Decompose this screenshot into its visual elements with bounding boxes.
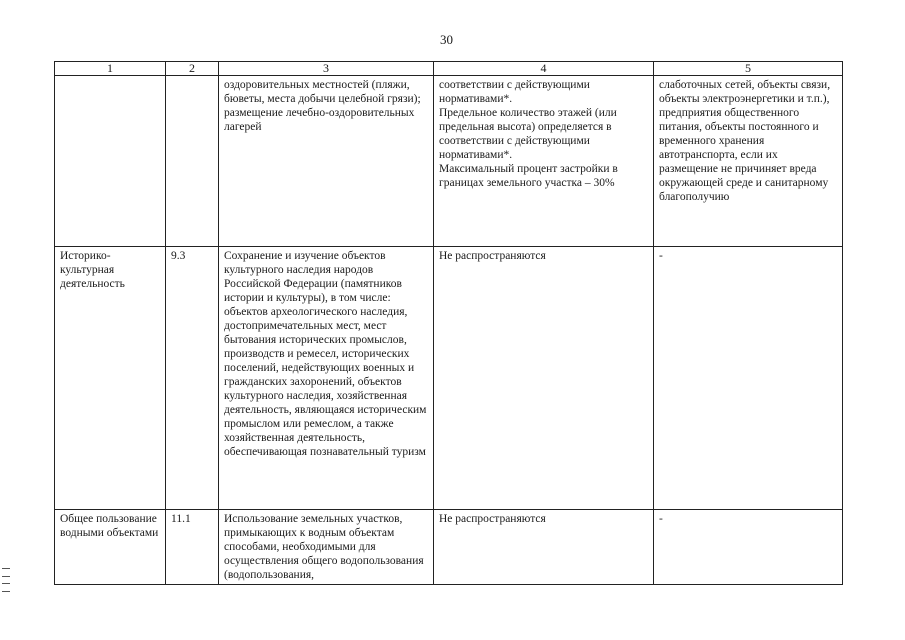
auxiliary-uses-cell: - bbox=[654, 510, 843, 585]
description-cell: оздоровительных местностей (пляжи, бюветы, места добычи целебной грязи); размещение лечебно-оздоровительных лагерей bbox=[219, 76, 434, 247]
auxiliary-uses-cell: - bbox=[654, 247, 843, 510]
table-row bbox=[55, 247, 843, 510]
column-header: 1 bbox=[55, 62, 166, 76]
column-header: 5 bbox=[654, 62, 843, 76]
code-cell bbox=[166, 76, 219, 247]
parameters-cell: Не распространяются bbox=[434, 247, 654, 510]
auxiliary-uses-cell: слаботочных сетей, объекты связи, объекты электроэнергетики и т.п.), предприятия общественного питания, объекты постоянного и временного хранения автотранспорта, если их размещение не причиняет вреда окружающей среде и санитарному благополучию bbox=[654, 76, 843, 247]
description-cell: Сохранение и изучение объектов культурного наследия народов Российской Федерации (памятников истории и культуры), в том числе: объектов археологического наследия, достопримечательных мест, мест бытования исторических промыслов, производств и ремесел, исторических поселений, недействующих военных и гражданских захоронений, объектов культурного наследия, хозяйственная деятельность, являющаяся историческим промыслом или ремеслом, а также хозяйственная деятельность, обеспечивающая познавательный туризм bbox=[219, 247, 434, 510]
column-header: 2 bbox=[166, 62, 219, 76]
code-cell: 9.3 bbox=[166, 247, 219, 510]
table-row bbox=[55, 510, 843, 585]
column-header: 3 bbox=[219, 62, 434, 76]
activity-name-cell: Историко-культурная деятельность bbox=[55, 247, 166, 510]
page-number: 30 bbox=[440, 32, 453, 47]
table-row bbox=[55, 76, 843, 247]
parameters-cell: Не распространяются bbox=[434, 510, 654, 585]
column-header: 4 bbox=[434, 62, 654, 76]
margin-mark bbox=[2, 568, 10, 592]
parameters-cell: соответствии с действующими нормативами*. Предельное количество этажей (или предельная высота) определяется в соответствии с действующими нормативами*. Максимальный процент застройки в границах земельного участка – 30% bbox=[434, 76, 654, 247]
table-header-row bbox=[55, 62, 843, 76]
activity-name-cell: Общее пользование водными объектами bbox=[55, 510, 166, 585]
code-cell: 11.1 bbox=[166, 510, 219, 585]
activity-name-cell bbox=[55, 76, 166, 247]
regulations-table bbox=[54, 61, 843, 585]
description-cell: Использование земельных участков, примыкающих к водным объектам способами, необходимыми для осуществления общего водопользования (водопользования, bbox=[219, 510, 434, 585]
